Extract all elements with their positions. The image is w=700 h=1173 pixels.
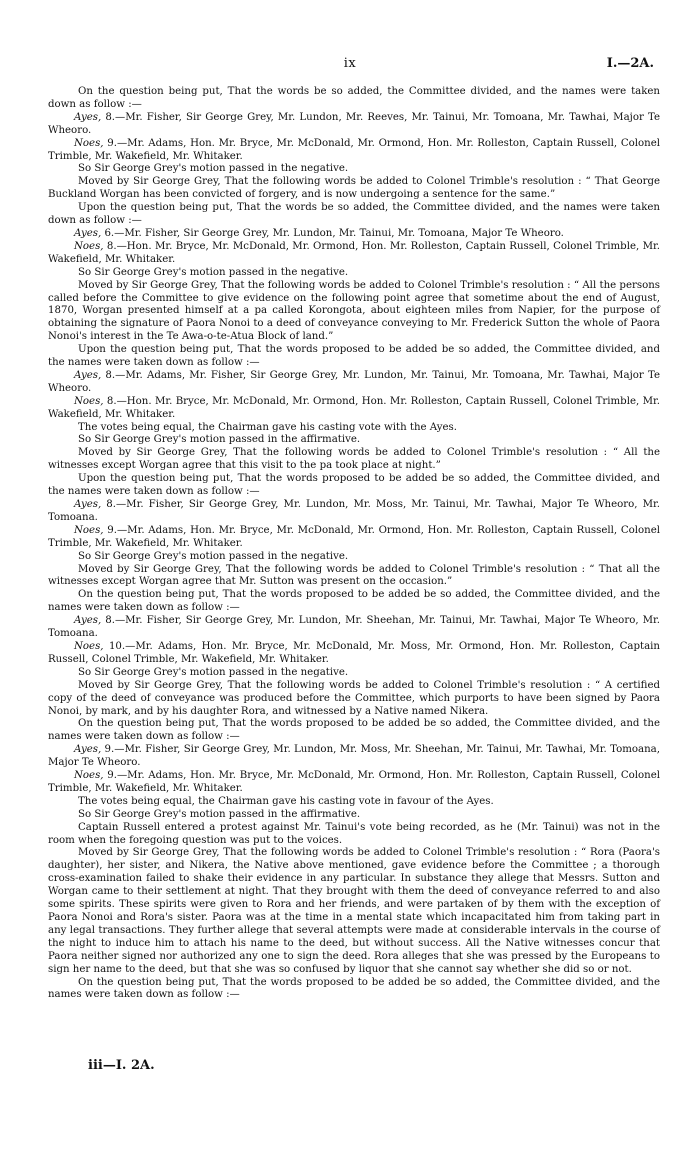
vote-record	[48, 499, 660, 525]
paragraph: On the question being put, That the words proposed to be added be so added, the Committee divided, and the names were taken down as follow :—	[48, 976, 660, 1001]
vote-label: Noes,	[74, 770, 104, 782]
vote-label: Ayes,	[74, 615, 102, 627]
vote-label: Noes,	[74, 640, 104, 652]
vote-label: Ayes,	[74, 111, 102, 123]
vote-names: 8.—Mr. Fisher, Sir George Grey, Mr. Lundon, Mr. Reeves, Mr. Tainui, Mr. Tomoana, Mr. Tawhai, Major Te Wheoro.	[48, 111, 660, 136]
vote-record	[48, 241, 660, 267]
vote-record	[48, 615, 660, 641]
paragraph: The votes being equal, the Chairman gave his casting vote in favour of the Ayes.	[78, 795, 494, 807]
vote-names: 8.—Mr. Adams, Mr. Fisher, Sir George Grey, Mr. Lundon, Mr. Tainui, Mr. Tomoana, Mr. Tawhai, Major Te Wheoro.	[48, 369, 660, 394]
body-text	[48, 86, 660, 1002]
vote-names: 9.—Mr. Adams, Hon. Mr. Bryce, Mr. McDonald, Mr. Ormond, Hon. Mr. Rolleston, Captain Russell, Colonel Trimble, Mr. Wakefield, Mr. Whitaker.	[48, 524, 660, 549]
vote-names: 9.—Mr. Fisher, Sir George Grey, Mr. Lundon, Mr. Moss, Mr. Sheehan, Mr. Tainui, Mr. Tawhai, Mr. Tomoana, Major Te Wheoro.	[48, 744, 660, 769]
vote-record	[48, 228, 660, 241]
paragraph: The votes being equal, the Chairman gave his casting vote with the Ayes.	[78, 421, 457, 433]
document-reference: I.—2A.	[606, 56, 654, 71]
paragraph: So Sir George Grey's motion passed in the negative.	[78, 266, 349, 278]
vote-record	[48, 641, 660, 667]
paragraph: So Sir George Grey's motion passed in the negative.	[78, 550, 349, 562]
vote-record	[48, 396, 660, 422]
vote-names: 8.—Mr. Fisher, Sir George Grey, Mr. Lundon, Mr. Sheehan, Mr. Tainui, Mr. Tawhai, Major Te Wheoro, Mr. Tomoana.	[48, 615, 660, 640]
vote-names: 6.—Mr. Fisher, Sir George Grey, Mr. Lundon, Mr. Tainui, Mr. Tomoana, Major Te Wheoro.	[101, 227, 564, 239]
vote-names: 10.—Mr. Adams, Hon. Mr. Bryce, Mr. McDonald, Mr. Moss, Mr. Ormond, Hon. Mr. Rolleston, Captain Russell, Colonel Trimble, Mr. Wakefield, Mr. Whitaker.	[48, 640, 660, 665]
paragraph: Moved by Sir George Grey, That the following words be added to Colonel Trimble's resolution : “ That all the witnesses except Worgan agree that Mr. Sutton was present on the occasion.”	[48, 563, 660, 588]
vote-label: Noes,	[74, 137, 104, 149]
vote-record	[48, 525, 660, 551]
vote-label: Ayes,	[74, 744, 102, 756]
paragraph: Upon the question being put, That the words proposed to be added be so added, the Committee divided, and the names were taken down as follow :—	[48, 344, 660, 369]
vote-names: 9.—Mr. Adams, Hon. Mr. Bryce, Mr. McDonald, Mr. Ormond, Hon. Mr. Rolleston, Captain Russell, Colonel Trimble, Mr. Wakefield, Mr. Whitaker.	[48, 770, 660, 794]
paragraph: So Sir George Grey's motion passed in the negative.	[78, 666, 349, 678]
paragraph: Moved by Sir George Grey, That the following words be added to Colonel Trimble's resolution : “ Rora (Paora's daughter), her sister, and Nikera, the Native above mentioned, gave evidence before the Committee ; a thorough cross-examination failed to shake their evidence in any particular. In substance they allege that Messrs. Sutton and Worgan came to their settlement at night. That they brought with them the deed of conveyance referred to and also some spirits. These spirits were given to Rora and her friends, and were partaken of by them with the exception of Paora Nonoi and Rora's sister. Paora was at the time in a mental state which incapacitated him from taking part in any legal transactions. They further allege that several attempts were made at considerable intervals in the course of the night to induce him to attach his name to the deed, but without success. All the Native witnesses concur that Paora neither signed nor authorized any one to sign the deed. Rora alleges that she was pressed by the Europeans to sign her name to the deed, but that she was so confused by liquor that she cannot say whether she did so or not.	[48, 847, 660, 975]
page-number: ix	[343, 56, 357, 71]
vote-names: 8.—Hon. Mr. Bryce, Mr. McDonald, Mr. Ormond, Hon. Mr. Rolleston, Captain Russell, Colonel Trimble, Mr. Wakefield, Mr. Whitaker.	[48, 240, 660, 265]
vote-label: Ayes,	[74, 227, 102, 239]
paragraph: On the question being put, That the words be so added, the Committee divided, and the names were taken down as follow :—	[48, 86, 660, 110]
vote-record	[48, 770, 660, 796]
paragraph: Moved by Sir George Grey, That the following words be added to Colonel Trimble's resolution : “ That George Buckland Worgan has been convicted of forgery, and is now undergoing a sentence for the same.”	[48, 176, 660, 201]
paragraph: Moved by Sir George Grey, That the following words be added to Colonel Trimble's resolution : “ A certified copy of the deed of conveyance was produced before the Committee, which purports to have been signed by Paora Nonoi, by mark, and by his daughter Rora, and witnessed by a Native named Nikera.	[48, 679, 660, 717]
paragraph: Upon the question being put, That the words be so added, the Committee divided, and the names were taken down as follow :—	[48, 202, 660, 227]
vote-names: 9.—Mr. Adams, Hon. Mr. Bryce, Mr. McDonald, Mr. Ormond, Hon. Mr. Rolleston, Captain Russell, Colonel Trimble, Mr. Wakefield, Mr. Whitaker.	[48, 137, 660, 162]
vote-names: 8.—Hon. Mr. Bryce, Mr. McDonald, Mr. Ormond, Hon. Mr. Rolleston, Captain Russell, Colonel Trimble, Mr. Wakefield, Mr. Whitaker.	[48, 395, 660, 420]
sheet-reference: iii—I. 2A.	[88, 1058, 155, 1073]
vote-record	[48, 112, 660, 138]
vote-label: Ayes,	[74, 499, 102, 510]
paragraph: Moved by Sir George Grey, That the following words be added to Colonel Trimble's resolution : “ All the witnesses except Worgan agree that this visit to the pa took place at night.”	[48, 447, 660, 472]
vote-label: Noes,	[74, 240, 104, 252]
paragraph: On the question being put, That the words proposed to be added be so added, the Committee divided, and the names were taken down as follow :—	[48, 718, 660, 743]
paragraph: So Sir George Grey's motion passed in the affirmative.	[78, 808, 361, 820]
vote-label: Noes,	[74, 395, 104, 407]
paragraph: Upon the question being put, That the words proposed to be added be so added, the Committee divided, and the names were taken down as follow :—	[48, 473, 660, 498]
paragraph: On the question being put, That the words proposed to be added be so added, the Committee divided, and the names were taken down as follow :—	[48, 589, 660, 614]
paragraph: Moved by Sir George Grey, That the following words be added to Colonel Trimble's resolution : “ All the persons called before the Committee to give evidence on the following point agree that sometime about the end of August, 1870, Worgan presented himself at a pa called Korongota, about eighteen miles from Napier, for the purpose of obtaining the signature of Paora Nonoi to a deed of conveyance conveying to Mr. Frederick Sutton the whole of Paora Nonoi's interest in the Te Awa-o-te-Atua Block of land.”	[48, 279, 660, 343]
paragraph: So Sir George Grey's motion passed in the affirmative.	[78, 434, 361, 446]
paragraph: Captain Russell entered a protest against Mr. Tainui's vote being recorded, as he (Mr. Tainui) was not in the room when the foregoing question was put to the voices.	[48, 821, 660, 846]
vote-label: Noes,	[74, 524, 104, 536]
paragraph: So Sir George Grey's motion passed in the negative.	[78, 163, 349, 175]
vote-names: 8.—Mr. Fisher, Sir George Grey, Mr. Lundon, Mr. Moss, Mr. Tainui, Mr. Tawhai, Major Te Wheoro, Mr. Tomoana.	[48, 499, 660, 523]
vote-record	[48, 138, 660, 164]
vote-record	[48, 744, 660, 770]
vote-label: Ayes,	[74, 369, 102, 381]
vote-record	[48, 370, 660, 396]
